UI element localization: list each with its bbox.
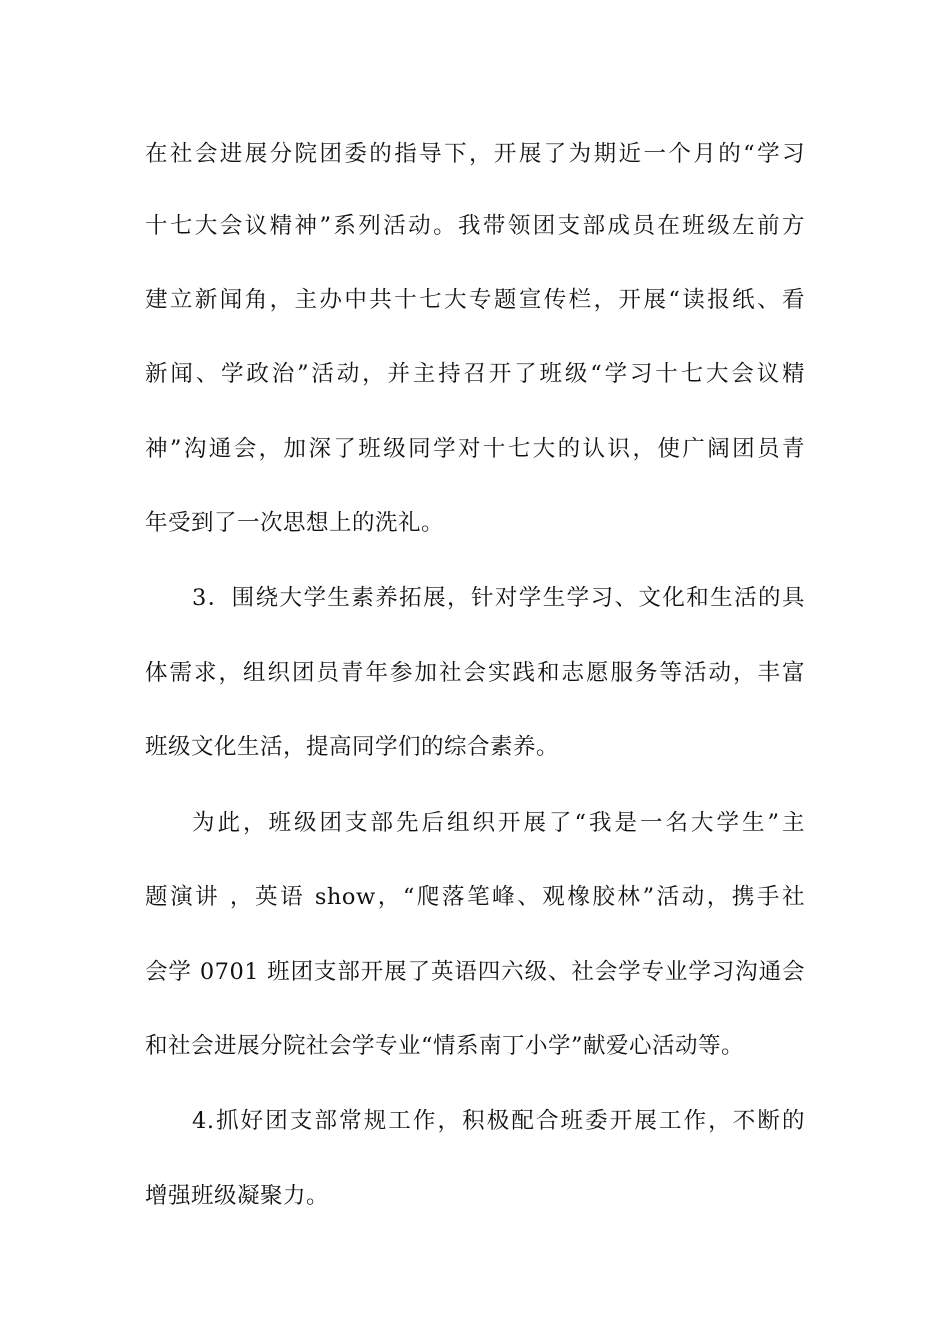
paragraph-line: 题演讲 ，英语 show，“爬落笔峰、观橡胶林”活动，携手社 xyxy=(145,884,805,910)
paragraph-line: 十七大会议精神”系列活动。我带领团支部成员在班级左前方 xyxy=(145,213,805,239)
paragraph-line: 神”沟通会，加深了班级同学对十七大的认识，使广阔团员青 xyxy=(145,436,805,462)
paragraph-line: 会学 0701 班团支部开展了英语四六级、社会学专业学习沟通会 xyxy=(145,959,805,985)
paragraph-line: 4.抓好团支部常规工作，积极配合班委开展工作，不断的 xyxy=(192,1108,805,1134)
paragraph-line: 新闻、学政治”活动，并主持召开了班级“学习十七大会议精 xyxy=(145,361,805,387)
paragraph-line: 增强班级凝聚力。 xyxy=(145,1183,330,1209)
paragraph-line: 在社会进展分院团委的指导下，开展了为期近一个月的“学习 xyxy=(145,141,805,167)
paragraph-line: 班级文化生活，提高同学们的综合素养。 xyxy=(145,734,560,760)
paragraph-line: 年受到了一次思想上的洗礼。 xyxy=(145,510,445,536)
paragraph-line: 建立新闻角，主办中共十七大专题宣传栏，开展“读报纸、看 xyxy=(145,287,805,313)
paragraph-line: 3．围绕大学生素养拓展，针对学生学习、文化和生活的具 xyxy=(192,585,805,611)
paragraph-line: 为此，班级团支部先后组织开展了“我是一名大学生”主 xyxy=(192,810,805,836)
paragraph-line: 和社会进展分院社会学专业“情系南丁小学”献爱心活动等。 xyxy=(145,1033,745,1059)
paragraph-line: 体需求，组织团员青年参加社会实践和志愿服务等活动，丰富 xyxy=(145,660,805,686)
